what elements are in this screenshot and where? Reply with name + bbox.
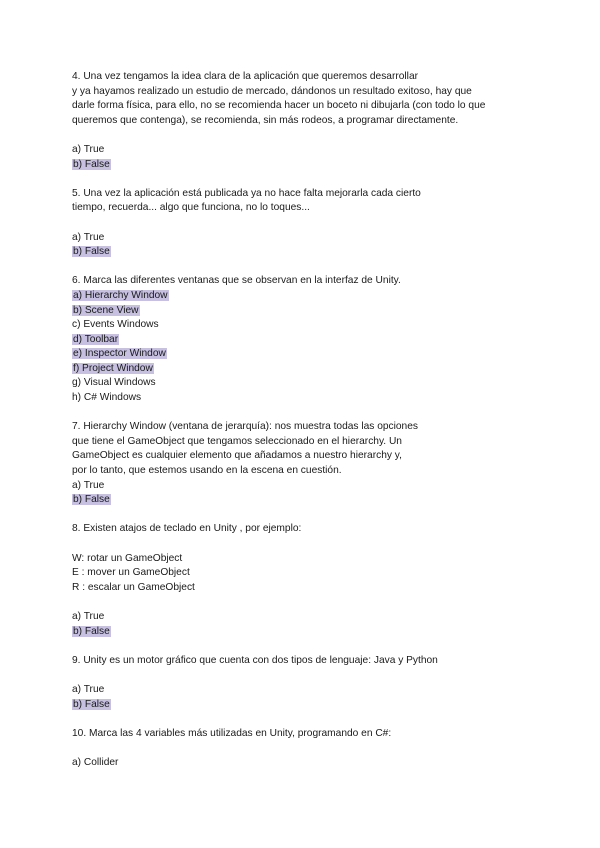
q5-text-line-2: tiempo, recuerda... algo que funciona, no lo toques... bbox=[72, 202, 310, 214]
q8-option-a: a) True bbox=[72, 610, 105, 622]
q4-text-line-2: y ya hayamos realizado un estudio de mercado, dándonos un resultado exitoso, hay que bbox=[72, 85, 472, 97]
q6-text-line-1: 6. Marca las diferentes ventanas que se observan en la interfaz de Unity. bbox=[72, 275, 401, 287]
q8-shortcut-r: R : escalar un GameObject bbox=[72, 581, 195, 593]
q4-option-b-selected: b) False bbox=[73, 158, 110, 170]
q6-option-c: c) Events Windows bbox=[72, 319, 159, 331]
q8-shortcut-e: E : mover un GameObject bbox=[72, 567, 190, 579]
q5-option-a: a) True bbox=[72, 231, 105, 243]
q5-text-line-1: 5. Una vez la aplicación está publicada ya no hace falta mejorarla cada cierto bbox=[72, 187, 421, 199]
q6-option-a-selected: a) Hierarchy Window bbox=[73, 289, 168, 301]
q10-text-line-1: 10. Marca las 4 variables más utilizadas en Unity, programando en C#: bbox=[72, 727, 392, 739]
q6-option-e-selected: e) Inspector Window bbox=[73, 348, 166, 360]
q9-option-b-selected: b) False bbox=[73, 698, 110, 710]
q4-text-line-1: 4. Una vez tengamos la idea clara de la aplicación que queremos desarrollar bbox=[72, 71, 419, 82]
q4-text-line-4: queremos que contenga), se recomienda, sin más rodeos, a programar directamente. bbox=[72, 114, 459, 126]
q9-option-a: a) True bbox=[72, 683, 105, 695]
q10-option-a: a) Collider bbox=[72, 756, 119, 768]
q7-option-a: a) True bbox=[72, 479, 105, 491]
q8-text-line-1: 8. Existen atajos de teclado en Unity , por ejemplo: bbox=[72, 523, 302, 535]
q7-text-line-2: que tiene el GameObject que tengamos seleccionado en el hierarchy. Un bbox=[72, 435, 402, 447]
q5-option-b-selected: b) False bbox=[73, 246, 110, 258]
q7-option-b-selected: b) False bbox=[73, 494, 110, 506]
q6-option-d-selected: d) Toolbar bbox=[73, 333, 119, 345]
q6-option-g: g) Visual Windows bbox=[72, 377, 156, 389]
q8-option-b-selected: b) False bbox=[73, 625, 110, 637]
q7-text-line-4: por lo tanto, que estemos usando en la escena en cuestión. bbox=[72, 465, 342, 477]
q6-option-h: h) C# Windows bbox=[72, 392, 142, 404]
q8-shortcut-w: W: rotar un GameObject bbox=[72, 552, 183, 564]
q4-option-a: a) True bbox=[72, 143, 105, 155]
q6-option-b-selected: b) Scene View bbox=[73, 304, 139, 316]
quiz-page bbox=[72, 70, 542, 771]
q6-option-f-selected: f) Project Window bbox=[73, 362, 153, 374]
q4-text-line-3: darle forma física, para ello, no se recomienda hacer un boceto ni dibujarla (con todo lo que bbox=[72, 100, 486, 112]
q7-text-line-3: GameObject es cualquier elemento que añadamos a nuestro hierarchy y, bbox=[72, 450, 402, 462]
q9-text-line-1: 9. Unity es un motor gráfico que cuenta con dos tipos de lenguaje: Java y Python bbox=[72, 654, 438, 666]
q7-text-line-1: 7. Hierarchy Window (ventana de jerarquía): nos muestra todas las opciones bbox=[72, 421, 418, 433]
